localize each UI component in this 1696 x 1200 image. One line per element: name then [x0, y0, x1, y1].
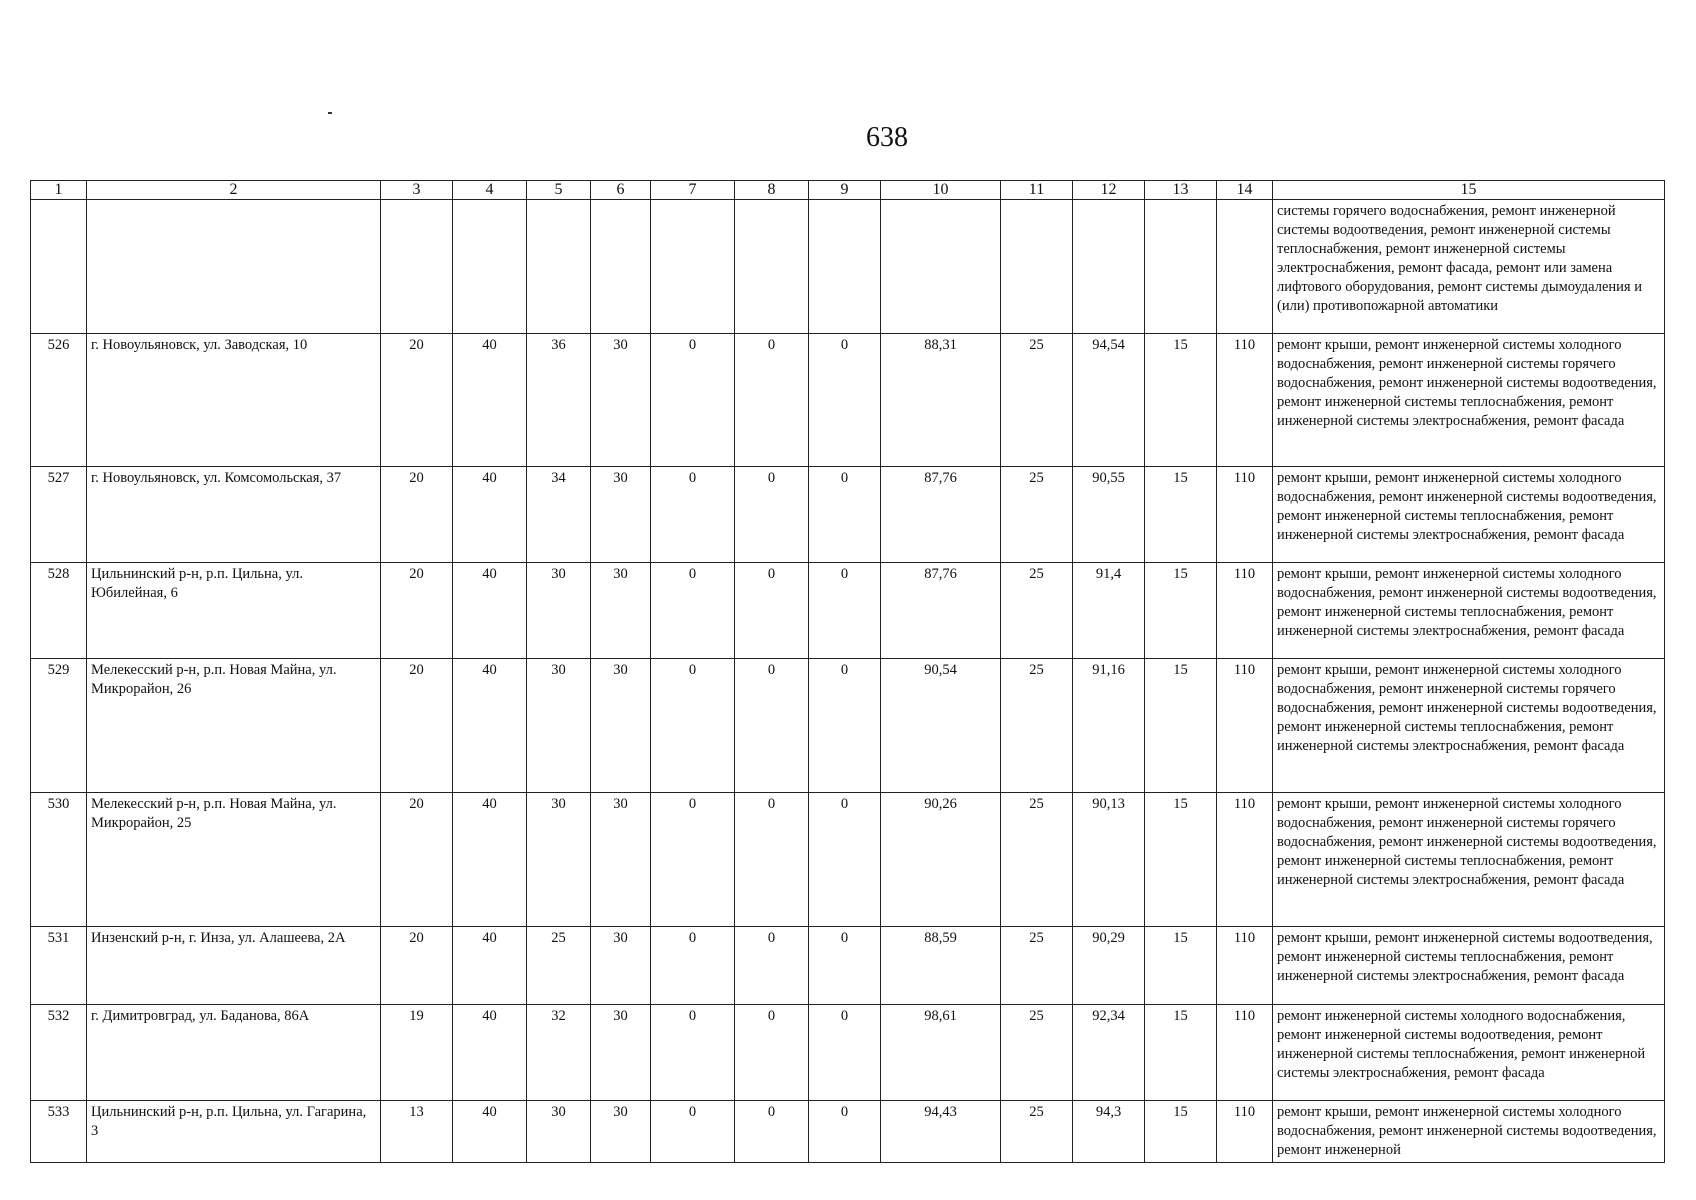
column-header: 3 — [381, 181, 453, 200]
address-cell: г. Новоульяновск, ул. Заводская, 10 — [87, 334, 381, 467]
repair-works-cell: ремонт крыши, ремонт инженерной системы холодного водоснабжения, ремонт инженерной системы горячего водоснабжения, ремонт инженерной системы водоотведения, ремонт инженерной системы теплоснабжения, ремонт инженерной системы электроснабжения, ремонт фасада — [1273, 793, 1665, 927]
cell-c12 — [1073, 200, 1145, 334]
cell-c14: 110 — [1217, 467, 1273, 563]
cell-c6: 30 — [591, 793, 651, 927]
cell-c14: 110 — [1217, 1005, 1273, 1101]
cell-c9: 0 — [809, 334, 881, 467]
repair-works-cell: ремонт крыши, ремонт инженерной системы холодного водоснабжения, ремонт инженерной системы водоотведения, ремонт инженерной системы теплоснабжения, ремонт инженерной системы электроснабжения, ремонт фасада — [1273, 467, 1665, 563]
cell-c7: 0 — [651, 927, 735, 1005]
cell-c3: 20 — [381, 334, 453, 467]
cell-c14 — [1217, 200, 1273, 334]
cell-c12: 90,55 — [1073, 467, 1145, 563]
cell-c11: 25 — [1001, 1101, 1073, 1163]
row-number-cell: 533 — [31, 1101, 87, 1163]
address-cell: Мелекесский р-н, р.п. Новая Майна, ул. Микрорайон, 26 — [87, 659, 381, 793]
cell-c4: 40 — [453, 659, 527, 793]
cell-c3: 13 — [381, 1101, 453, 1163]
cell-c3: 20 — [381, 659, 453, 793]
cell-c8: 0 — [735, 1101, 809, 1163]
cell-c10: 94,43 — [881, 1101, 1001, 1163]
column-header: 4 — [453, 181, 527, 200]
column-header: 13 — [1145, 181, 1217, 200]
column-header: 9 — [809, 181, 881, 200]
cell-c13: 15 — [1145, 793, 1217, 927]
cell-c3: 20 — [381, 563, 453, 659]
address-cell: г. Новоульяновск, ул. Комсомольская, 37 — [87, 467, 381, 563]
cell-c13: 15 — [1145, 467, 1217, 563]
address-cell: г. Димитровград, ул. Баданова, 86А — [87, 1005, 381, 1101]
cell-c14: 110 — [1217, 927, 1273, 1005]
cell-c3: 20 — [381, 793, 453, 927]
cell-c13: 15 — [1145, 1005, 1217, 1101]
cell-c6: 30 — [591, 1005, 651, 1101]
table-row — [31, 659, 1665, 793]
cell-c8: 0 — [735, 334, 809, 467]
table-row — [31, 334, 1665, 467]
cell-c5: 25 — [527, 927, 591, 1005]
cell-c11: 25 — [1001, 334, 1073, 467]
scan-speck — [328, 112, 332, 114]
cell-c13: 15 — [1145, 1101, 1217, 1163]
repair-works-cell: ремонт крыши, ремонт инженерной системы водоотведения, ремонт инженерной системы теплоснабжения, ремонт инженерной системы электроснабжения, ремонт фасада — [1273, 927, 1665, 1005]
cell-c13: 15 — [1145, 563, 1217, 659]
cell-c8: 0 — [735, 793, 809, 927]
cell-c6: 30 — [591, 467, 651, 563]
cell-c11: 25 — [1001, 659, 1073, 793]
table-row — [31, 1101, 1665, 1163]
column-header: 12 — [1073, 181, 1145, 200]
row-number-cell: 527 — [31, 467, 87, 563]
cell-c6: 30 — [591, 659, 651, 793]
cell-c5: 36 — [527, 334, 591, 467]
cell-c11: 25 — [1001, 563, 1073, 659]
cell-c11: 25 — [1001, 793, 1073, 927]
cell-c7 — [651, 200, 735, 334]
cell-c5: 30 — [527, 1101, 591, 1163]
cell-c11: 25 — [1001, 1005, 1073, 1101]
repair-works-cell: ремонт инженерной системы холодного водоснабжения, ремонт инженерной системы водоотведения, ремонт инженерной системы теплоснабжения, ремонт инженерной системы электроснабжения, ремонт фасада — [1273, 1005, 1665, 1101]
row-number-cell: 529 — [31, 659, 87, 793]
table-row — [31, 1005, 1665, 1101]
cell-c4: 40 — [453, 334, 527, 467]
column-header: 6 — [591, 181, 651, 200]
cell-c13 — [1145, 200, 1217, 334]
cell-c5 — [527, 200, 591, 334]
column-header: 14 — [1217, 181, 1273, 200]
cell-c9: 0 — [809, 927, 881, 1005]
column-header: 10 — [881, 181, 1001, 200]
row-number-cell — [31, 200, 87, 334]
cell-c8: 0 — [735, 927, 809, 1005]
cell-c6: 30 — [591, 334, 651, 467]
page-number: 638 — [866, 122, 908, 153]
row-number-cell: 531 — [31, 927, 87, 1005]
cell-c6: 30 — [591, 563, 651, 659]
cell-c8: 0 — [735, 659, 809, 793]
cell-c10: 98,61 — [881, 1005, 1001, 1101]
table-row — [31, 563, 1665, 659]
cell-c9: 0 — [809, 467, 881, 563]
address-cell: Мелекесский р-н, р.п. Новая Майна, ул. Микрорайон, 25 — [87, 793, 381, 927]
table-row — [31, 467, 1665, 563]
cell-c14: 110 — [1217, 659, 1273, 793]
cell-c10: 87,76 — [881, 467, 1001, 563]
cell-c14: 110 — [1217, 563, 1273, 659]
cell-c4 — [453, 200, 527, 334]
cell-c14: 110 — [1217, 1101, 1273, 1163]
column-header: 15 — [1273, 181, 1665, 200]
cell-c5: 34 — [527, 467, 591, 563]
repair-works-cell: ремонт крыши, ремонт инженерной системы холодного водоснабжения, ремонт инженерной системы водоотведения, ремонт инженерной — [1273, 1101, 1665, 1163]
cell-c4: 40 — [453, 927, 527, 1005]
cell-c12: 91,4 — [1073, 563, 1145, 659]
cell-c13: 15 — [1145, 927, 1217, 1005]
cell-c10: 90,26 — [881, 793, 1001, 927]
cell-c11 — [1001, 200, 1073, 334]
repair-works-cell: системы горячего водоснабжения, ремонт инженерной системы водоотведения, ремонт инженерной системы теплоснабжения, ремонт инженерной системы электроснабжения, ремонт фасада, ремонт или замена лифтового оборудования, ремонт системы дымоудаления и (или) противопожарной автоматики — [1273, 200, 1665, 334]
table-row — [31, 927, 1665, 1005]
cell-c12: 90,29 — [1073, 927, 1145, 1005]
cell-c6: 30 — [591, 927, 651, 1005]
row-number-cell: 530 — [31, 793, 87, 927]
cell-c14: 110 — [1217, 334, 1273, 467]
cell-c7: 0 — [651, 1101, 735, 1163]
row-number-cell: 528 — [31, 563, 87, 659]
cell-c12: 92,34 — [1073, 1005, 1145, 1101]
column-header: 1 — [31, 181, 87, 200]
cell-c5: 30 — [527, 563, 591, 659]
row-number-cell: 526 — [31, 334, 87, 467]
cell-c5: 30 — [527, 659, 591, 793]
cell-c4: 40 — [453, 1101, 527, 1163]
cell-c8: 0 — [735, 467, 809, 563]
table-row — [31, 793, 1665, 927]
repair-works-cell: ремонт крыши, ремонт инженерной системы холодного водоснабжения, ремонт инженерной системы горячего водоснабжения, ремонт инженерной системы водоотведения, ремонт инженерной системы теплоснабжения, ремонт инженерной системы электроснабжения, ремонт фасада — [1273, 334, 1665, 467]
cell-c8: 0 — [735, 1005, 809, 1101]
column-header: 7 — [651, 181, 735, 200]
row-number-cell: 532 — [31, 1005, 87, 1101]
cell-c4: 40 — [453, 563, 527, 659]
cell-c9: 0 — [809, 1101, 881, 1163]
table-row — [31, 200, 1665, 334]
cell-c9: 0 — [809, 1005, 881, 1101]
cell-c3: 20 — [381, 467, 453, 563]
cell-c7: 0 — [651, 563, 735, 659]
cell-c12: 91,16 — [1073, 659, 1145, 793]
address-cell: Цильнинский р-н, р.п. Цильна, ул. Гагарина, 3 — [87, 1101, 381, 1163]
column-number-row — [31, 181, 1665, 200]
cell-c3: 19 — [381, 1005, 453, 1101]
cell-c5: 30 — [527, 793, 591, 927]
column-header: 2 — [87, 181, 381, 200]
cell-c12: 90,13 — [1073, 793, 1145, 927]
address-cell — [87, 200, 381, 334]
cell-c7: 0 — [651, 1005, 735, 1101]
cell-c4: 40 — [453, 793, 527, 927]
address-cell: Инзенский р-н, г. Инза, ул. Алашеева, 2А — [87, 927, 381, 1005]
cell-c8: 0 — [735, 563, 809, 659]
column-header: 8 — [735, 181, 809, 200]
cell-c4: 40 — [453, 467, 527, 563]
cell-c9: 0 — [809, 793, 881, 927]
cell-c7: 0 — [651, 467, 735, 563]
cell-c6: 30 — [591, 1101, 651, 1163]
cell-c7: 0 — [651, 793, 735, 927]
cell-c12: 94,3 — [1073, 1101, 1145, 1163]
address-cell: Цильнинский р-н, р.п. Цильна, ул. Юбилейная, 6 — [87, 563, 381, 659]
cell-c4: 40 — [453, 1005, 527, 1101]
cell-c7: 0 — [651, 659, 735, 793]
cell-c10: 90,54 — [881, 659, 1001, 793]
cell-c14: 110 — [1217, 793, 1273, 927]
cell-c9: 0 — [809, 563, 881, 659]
cell-c11: 25 — [1001, 467, 1073, 563]
cell-c6 — [591, 200, 651, 334]
cell-c8 — [735, 200, 809, 334]
cell-c10: 88,59 — [881, 927, 1001, 1005]
cell-c9: 0 — [809, 659, 881, 793]
cell-c10: 87,76 — [881, 563, 1001, 659]
repair-works-cell: ремонт крыши, ремонт инженерной системы холодного водоснабжения, ремонт инженерной системы горячего водоснабжения, ремонт инженерной системы водоотведения, ремонт инженерной системы теплоснабжения, ремонт инженерной системы электроснабжения, ремонт фасада — [1273, 659, 1665, 793]
cell-c11: 25 — [1001, 927, 1073, 1005]
cell-c3 — [381, 200, 453, 334]
cell-c7: 0 — [651, 334, 735, 467]
column-header: 5 — [527, 181, 591, 200]
cell-c12: 94,54 — [1073, 334, 1145, 467]
cell-c10: 88,31 — [881, 334, 1001, 467]
cell-c13: 15 — [1145, 659, 1217, 793]
cell-c13: 15 — [1145, 334, 1217, 467]
works-register-table — [30, 180, 1665, 1163]
column-header: 11 — [1001, 181, 1073, 200]
cell-c3: 20 — [381, 927, 453, 1005]
cell-c5: 32 — [527, 1005, 591, 1101]
cell-c10 — [881, 200, 1001, 334]
repair-works-cell: ремонт крыши, ремонт инженерной системы холодного водоснабжения, ремонт инженерной системы водоотведения, ремонт инженерной системы теплоснабжения, ремонт инженерной системы электроснабжения, ремонт фасада — [1273, 563, 1665, 659]
cell-c9 — [809, 200, 881, 334]
